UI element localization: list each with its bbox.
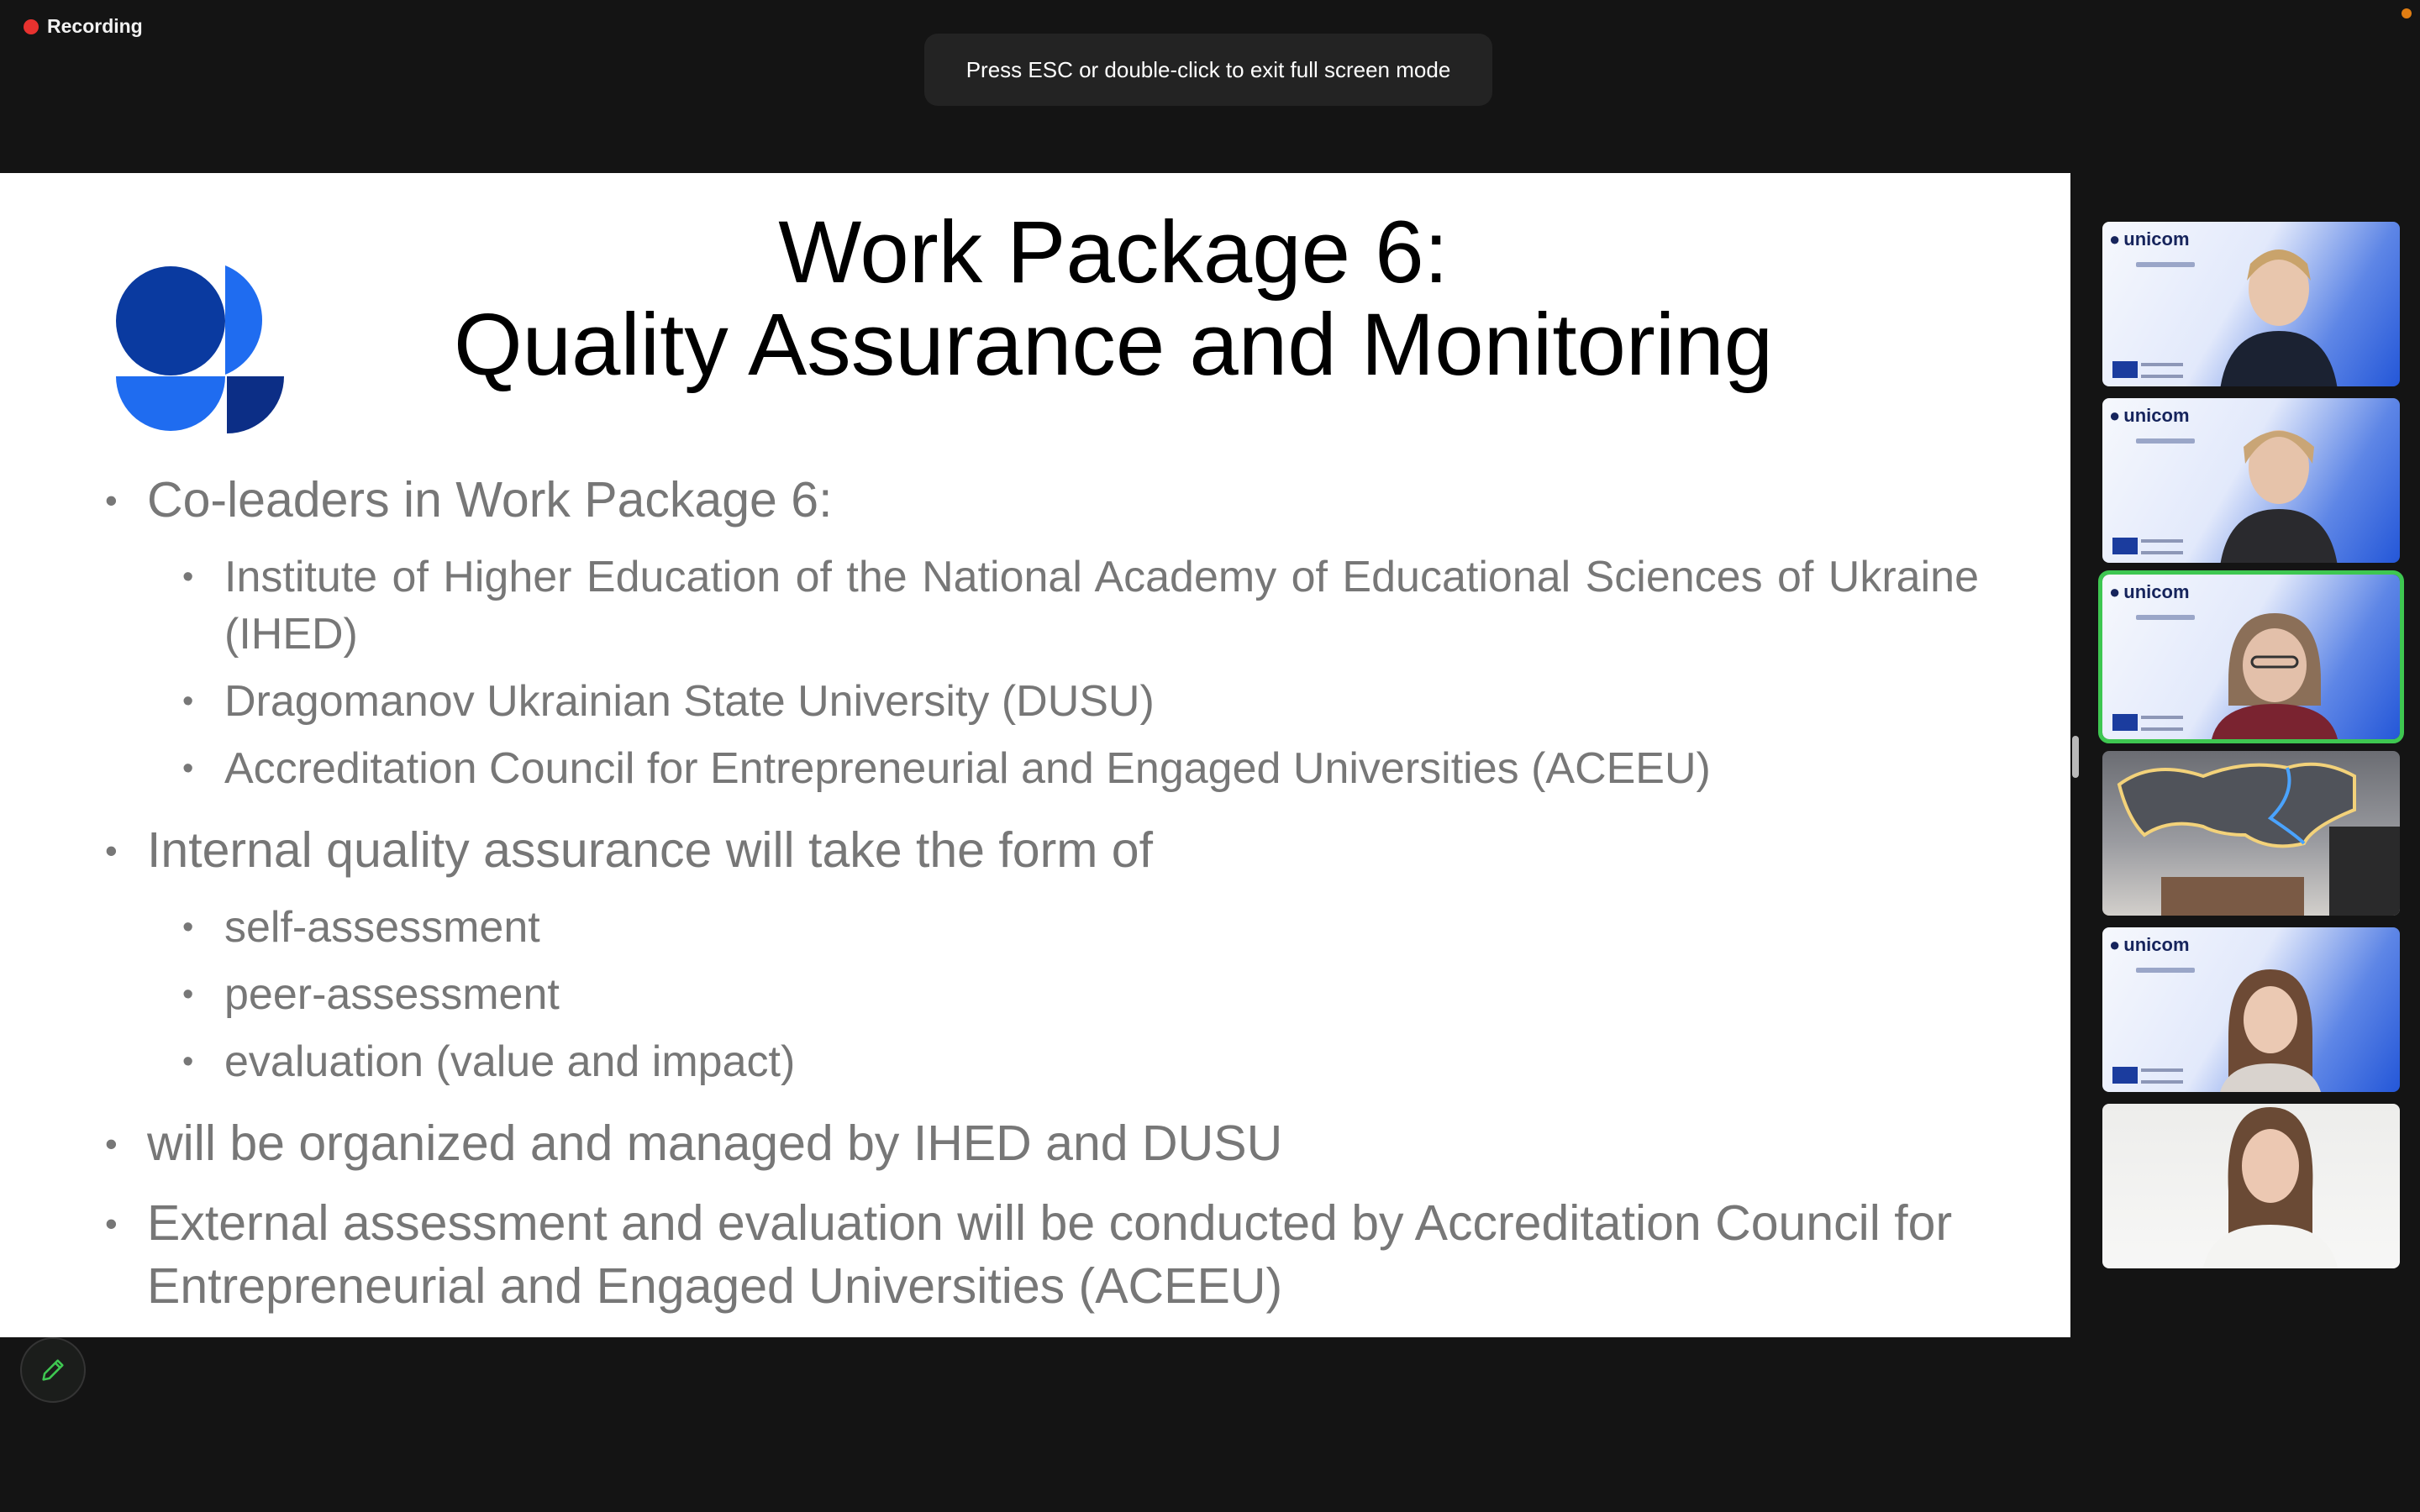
- fullscreen-exit-toast: [924, 34, 1492, 106]
- slide-title-line-1: Work Package 6:: [778, 203, 1449, 302]
- participant-avatar-icon: [2186, 1107, 2354, 1268]
- participant-video-tile[interactable]: [2102, 1104, 2400, 1268]
- annotate-button[interactable]: [20, 1337, 86, 1403]
- participant-avatar-icon: [2203, 239, 2354, 386]
- eu-flag-icon: [2112, 714, 2138, 731]
- fullscreen-exit-text: Press ESC or double-click to exit full screen mode: [965, 56, 1451, 82]
- project-logo-icon: [116, 265, 284, 433]
- eu-flag-icon: [2112, 361, 2138, 378]
- shared-screen-slide: [0, 173, 2070, 1337]
- unicom-logo-mark-icon: ●: [2109, 228, 2121, 249]
- ukraine-map-icon: [2102, 751, 2400, 916]
- bullet-evaluation: • evaluation (value and impact): [182, 1033, 1979, 1090]
- cofunded-text-icon: [2141, 539, 2183, 554]
- cofunded-text-icon: [2141, 716, 2183, 731]
- status-dot-icon: [2402, 8, 2412, 18]
- participant-avatar-icon: [2203, 415, 2354, 563]
- bullet-self-assessment: • self-assessment: [182, 899, 1979, 956]
- recording-label: Recording: [47, 15, 143, 37]
- recording-dot-icon: [24, 19, 39, 34]
- cofunded-text-icon: [2141, 1068, 2183, 1084]
- bullet-peer-assessment: • peer-assessment: [182, 966, 1979, 1023]
- unicom-logo: ● unicom: [2109, 228, 2190, 249]
- unicom-logo-mark-icon: ●: [2109, 581, 2121, 602]
- recording-indicator: [24, 15, 143, 38]
- unicom-logo: ● unicom: [2109, 581, 2190, 602]
- bullet-aceeu: • Accreditation Council for Entrepreneurial and Engaged Universities (ACEEU): [182, 740, 1979, 797]
- cofunded-text-icon: [2141, 363, 2183, 378]
- bullet-external: • External assessment and evaluation will be conducted by Accreditation Council for Entrepreneurial and Engaged Universities (ACEEU): [105, 1192, 1979, 1318]
- slide-bullet-list: [105, 469, 1979, 1335]
- unicom-logo-mark-icon: ●: [2109, 934, 2121, 955]
- slide-title: [420, 203, 1807, 394]
- bullet-dusu: • Dragomanov Ukrainian State University (DUSU): [182, 673, 1979, 730]
- eu-flag-icon: [2112, 538, 2138, 554]
- participant-avatar-icon: [2195, 969, 2346, 1092]
- active-speaker-video-tile[interactable]: [2102, 575, 2400, 739]
- bullet-organized: • will be organized and managed by IHED and DUSU: [105, 1112, 1979, 1175]
- panel-resize-handle[interactable]: [2072, 736, 2079, 778]
- bullet-ihed: • Institute of Higher Education of the National Academy of Educational Sciences of Ukraine (IHED): [182, 549, 1979, 663]
- unicom-logo: ● unicom: [2109, 934, 2190, 955]
- unicom-logo: ● unicom: [2109, 405, 2190, 426]
- unicom-tagline-icon: [2136, 968, 2195, 973]
- unicom-tagline-icon: [2136, 438, 2195, 444]
- participant-video-tile[interactable]: [2102, 927, 2400, 1092]
- eu-flag-icon: [2112, 1067, 2138, 1084]
- unicom-tagline-icon: [2136, 615, 2195, 620]
- bullet-internal: • Internal quality assurance will take the form of: [105, 819, 1979, 882]
- participant-video-tile[interactable]: [2102, 398, 2400, 563]
- participant-video-tile[interactable]: [2102, 222, 2400, 386]
- participant-video-tile[interactable]: [2102, 751, 2400, 916]
- participant-avatar-icon: [2195, 605, 2354, 739]
- unicom-logo-mark-icon: ●: [2109, 405, 2121, 426]
- pencil-icon: [39, 1356, 67, 1384]
- bullet-coleaders: • Co-leaders in Work Package 6:: [105, 469, 1979, 532]
- slide-title-line-2: Quality Assurance and Monitoring: [453, 296, 1774, 394]
- unicom-tagline-icon: [2136, 262, 2195, 267]
